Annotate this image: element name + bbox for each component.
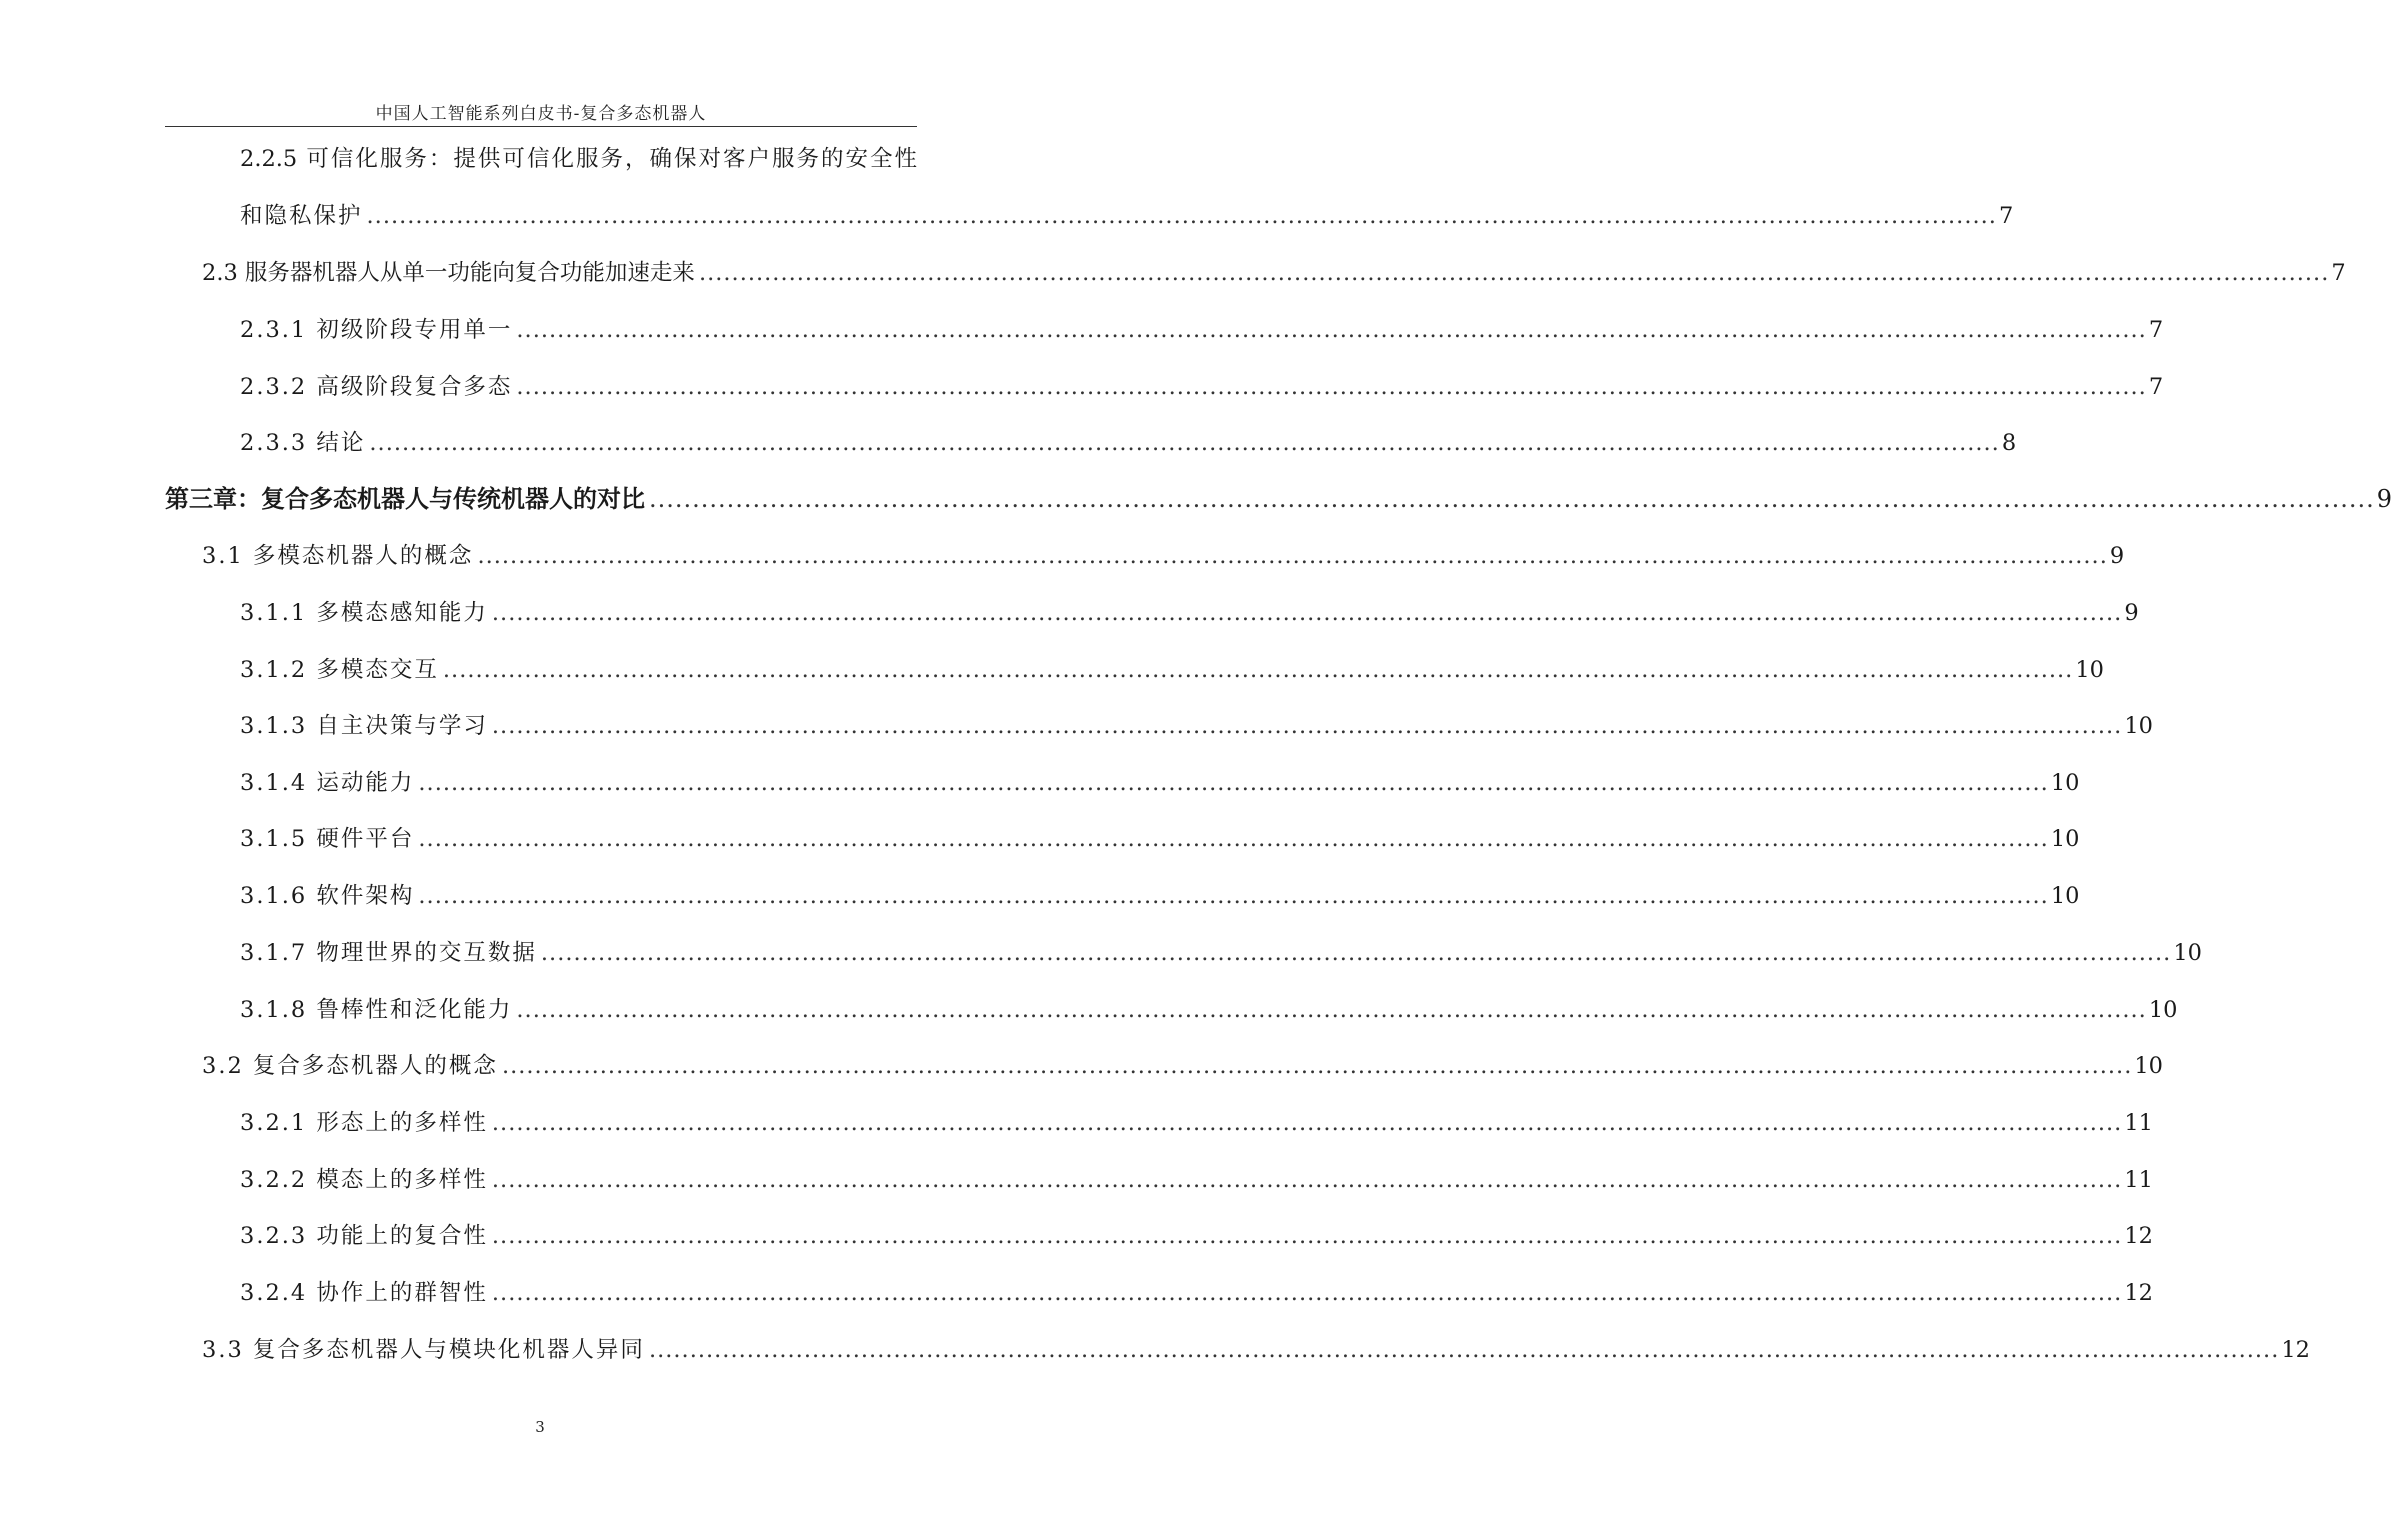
toc-entry-3-2-4[interactable] [240,1276,2153,1310]
toc-entry-title: 3.2.2 模态上的多样性 [240,1167,488,1193]
dot-leader: ........................................................................................................................................................................................................ [649,485,2375,513]
header-rule [165,126,917,127]
toc-entry-3-1[interactable] [202,539,2125,573]
toc-entry-page: 10 [2050,826,2080,852]
toc-entry-page: 10 [2148,997,2178,1023]
toc-entry-3-1-1[interactable] [240,596,2139,630]
dot-leader: ........................................................................................................................................................................................................ [491,713,2123,739]
toc-chapter-3[interactable] [165,482,2392,516]
toc-entry-3-3[interactable] [202,1333,2310,1367]
toc-entry-page: 12 [2281,1337,2310,1363]
toc-entry-page: 10 [2075,657,2104,683]
toc-entry-title: 2.3 服务器机器人从单一功能向复合功能加速走来 [202,260,695,286]
toc-entry-2-3[interactable] [202,256,2346,290]
dot-leader: ........................................................................................................................................................................................................ [516,997,2147,1023]
toc-entry-3-1-3[interactable] [240,709,2153,743]
dot-leader: ........................................................................................................................................................................................................ [698,260,2330,286]
dot-leader: ........................................................................................................................................................................................................ [418,770,2049,796]
toc-entry-2-3-2[interactable] [240,370,2164,404]
toc-entry-3-2-3[interactable] [240,1219,2153,1253]
toc-entry-title: 3.1.7 物理世界的交互数据 [240,940,537,966]
toc-entry-page: 10 [2124,713,2153,739]
toc-entry-page: 7 [1998,203,2014,229]
toc-entry-page: 10 [2050,883,2080,909]
page-number: 3 [535,1418,545,1436]
toc-entry-page: 7 [2331,260,2346,286]
toc-entry-2-3-3[interactable] [240,426,2017,460]
toc-entry-title: 3.3 复合多态机器人与模块化机器人异同 [202,1337,645,1363]
dot-leader: ........................................................................................................................................................................................................ [491,1167,2123,1193]
toc-entry-3-2-2[interactable] [240,1163,2153,1197]
toc-entry-2-2-5-line2[interactable] [240,199,2014,233]
toc-entry-page: 7 [2148,317,2164,343]
toc-entry-title: 3.1.6 软件架构 [240,883,415,909]
running-header: 中国人工智能系列白皮书-复合多态机器人 [375,104,707,124]
toc-entry-title: 3.1.8 鲁棒性和泛化能力 [240,997,513,1023]
toc-entry-title: 3.2.1 形态上的多样性 [240,1110,488,1136]
toc-entry-page: 8 [2001,430,2017,456]
toc-entry-title: 3.1.1 多模态感知能力 [240,600,488,626]
toc-entry-title: 3.1.5 硬件平台 [240,826,415,852]
toc-entry-title: 3.1.2 多模态交互 [240,657,439,683]
toc-entry-title: 3.2 复合多态机器人的概念 [202,1053,498,1079]
toc-entry-3-1-5[interactable] [240,822,2080,856]
toc-entry-page: 12 [2124,1280,2153,1306]
toc-entry-3-1-8[interactable] [240,993,2178,1027]
toc-entry-page: 9 [2376,485,2392,513]
toc-entry-title: 2.3.3 结论 [240,430,366,456]
dot-leader: ........................................................................................................................................................................................................ [491,1280,2123,1306]
dot-leader: ........................................................................................................................................................................................................ [501,1053,2133,1079]
toc-entry-title: 2.3.1 初级阶段专用单一 [240,317,513,343]
dot-leader: ........................................................................................................................................................................................................ [491,600,2123,626]
dot-leader: ........................................................................................................................................................................................................ [516,374,2147,400]
dot-leader: ........................................................................................................................................................................................................ [418,883,2049,909]
toc-entry-title: 3.2.3 功能上的复合性 [240,1223,488,1249]
dot-leader: ........................................................................................................................................................................................................ [491,1110,2123,1136]
toc-entry-title: 3.1.3 自主决策与学习 [240,713,488,739]
toc-entry-3-1-2[interactable] [240,653,2104,687]
toc-entry-title: 和隐私保护 [240,203,363,229]
toc-entry-page: 7 [2148,374,2164,400]
dot-leader: ........................................................................................................................................................................................................ [477,543,2108,569]
toc-entry-title: 3.2.4 协作上的群智性 [240,1280,488,1306]
toc-entry-title: 3.1.4 运动能力 [240,770,415,796]
dot-leader: ........................................................................................................................................................................................................ [491,1223,2123,1249]
toc-entry-page: 12 [2124,1223,2153,1249]
dot-leader: ........................................................................................................................................................................................................ [418,826,2049,852]
toc-entry-page: 10 [2134,1053,2163,1079]
toc-entry-title: 3.1 多模态机器人的概念 [202,543,474,569]
toc-entry-page: 9 [2124,600,2139,626]
toc-entry-page: 9 [2109,543,2125,569]
toc-entry-page: 10 [2050,770,2080,796]
toc-entry-page: 11 [2124,1110,2153,1136]
toc-entry-2-2-5-line1[interactable]: 2.2.5 可信化服务：提供可信化服务，确保对客户服务的安全性 [240,146,917,172]
toc-entry-title: 2.3.2 高级阶段复合多态 [240,374,513,400]
toc-entry-page: 10 [2173,940,2202,966]
toc-entry-title: 第三章：复合多态机器人与传统机器人的对比 [165,484,645,513]
toc-entry-page: 11 [2124,1167,2153,1193]
dot-leader: ........................................................................................................................................................................................................ [516,317,2147,343]
dot-leader: ........................................................................................................................................................................................................ [540,940,2172,966]
toc-entry-3-1-4[interactable] [240,766,2080,800]
toc-entry-3-1-6[interactable] [240,879,2080,913]
dot-leader: ........................................................................................................................................................................................................ [442,657,2074,683]
toc-entry-3-2[interactable] [202,1049,2163,1083]
dot-leader: ........................................................................................................................................................................................................ [369,430,2000,456]
toc-entry-3-2-1[interactable] [240,1106,2153,1140]
dot-leader: ........................................................................................................................................................................................................ [648,1337,2280,1363]
dot-leader: ........................................................................................................................................................................................................ [366,203,1997,229]
toc-entry-2-3-1[interactable] [240,313,2164,347]
toc-entry-3-1-7[interactable] [240,936,2202,970]
